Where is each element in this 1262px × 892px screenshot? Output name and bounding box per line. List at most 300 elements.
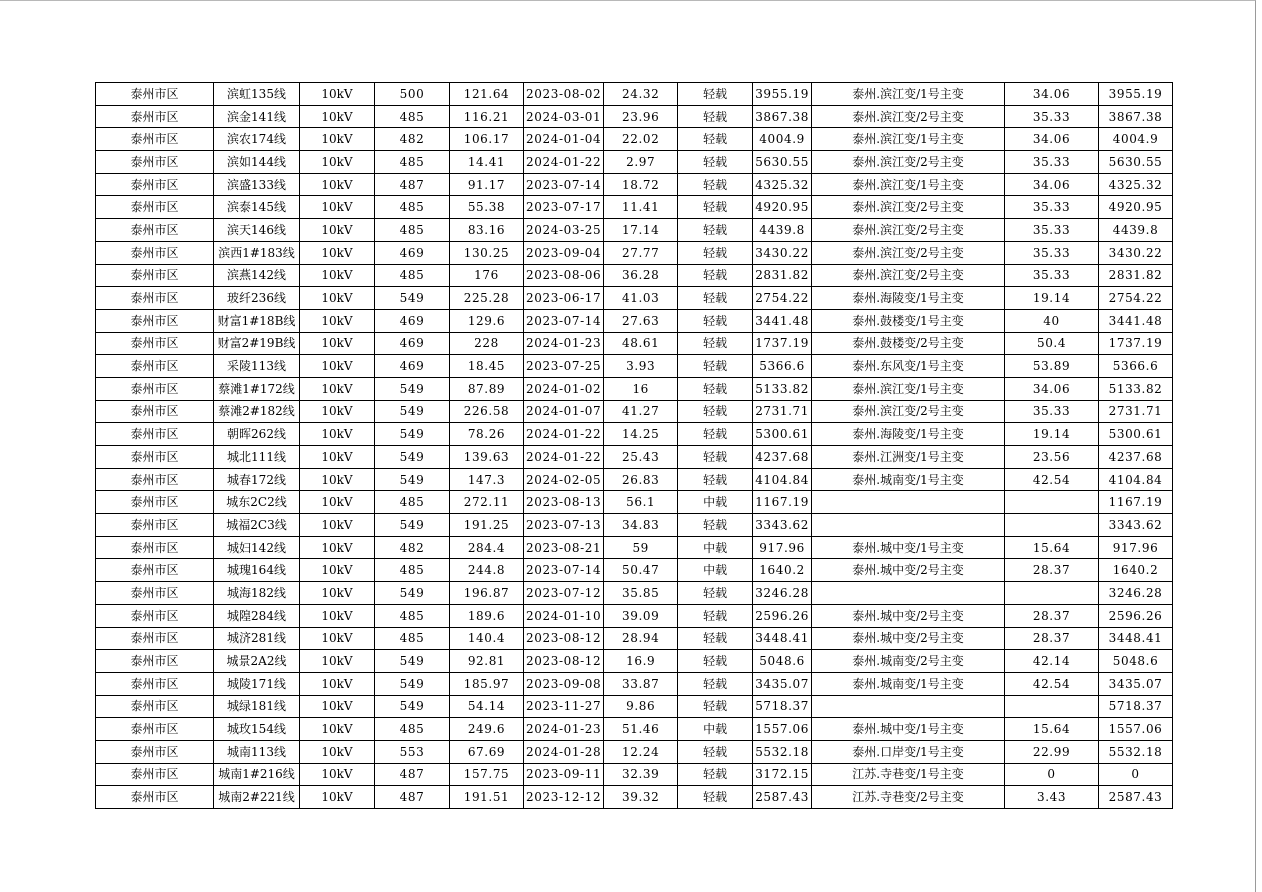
feeder-name-cell: 滨如144线 — [214, 151, 300, 174]
available-capacity-cell: 3343.62 — [753, 514, 812, 537]
transformer-load-rate-cell: 34.06 — [1005, 173, 1099, 196]
date-cell: 2023-08-06 — [524, 264, 604, 287]
load-rate-cell: 51.46 — [604, 718, 678, 741]
transformer-cell: 泰州.滨江变/1号主变 — [812, 377, 1005, 400]
area-cell: 泰州市区 — [96, 309, 214, 332]
open-capacity-cell: 4104.84 — [1099, 468, 1173, 491]
open-capacity-cell: 4004.9 — [1099, 128, 1173, 151]
voltage-cell: 10kV — [300, 536, 375, 559]
area-cell: 泰州市区 — [96, 264, 214, 287]
table-row — [96, 400, 1173, 423]
load-cell: 226.58 — [450, 400, 524, 423]
transformer-load-rate-cell: 53.89 — [1005, 355, 1099, 378]
table-row — [96, 627, 1173, 650]
transformer-cell: 泰州.城中变/1号主变 — [812, 536, 1005, 559]
load-status-cell: 轻载 — [678, 763, 753, 786]
load-rate-cell: 11.41 — [604, 196, 678, 219]
open-capacity-cell: 1737.19 — [1099, 332, 1173, 355]
date-cell: 2024-03-25 — [524, 219, 604, 242]
feeder-name-cell: 城绿181线 — [214, 695, 300, 718]
load-rate-cell: 9.86 — [604, 695, 678, 718]
available-capacity-cell: 5366.6 — [753, 355, 812, 378]
transformer-load-rate-cell: 28.37 — [1005, 627, 1099, 650]
load-cell: 130.25 — [450, 241, 524, 264]
transformer-load-rate-cell: 35.33 — [1005, 241, 1099, 264]
available-capacity-cell: 4920.95 — [753, 196, 812, 219]
feeder-name-cell: 城福2C3线 — [214, 514, 300, 537]
load-status-cell: 轻载 — [678, 468, 753, 491]
capacity-cell: 549 — [375, 468, 450, 491]
available-capacity-cell: 5133.82 — [753, 377, 812, 400]
available-capacity-cell: 5532.18 — [753, 740, 812, 763]
load-cell: 147.3 — [450, 468, 524, 491]
area-cell: 泰州市区 — [96, 332, 214, 355]
area-cell: 泰州市区 — [96, 718, 214, 741]
available-capacity-cell: 2754.22 — [753, 287, 812, 310]
voltage-cell: 10kV — [300, 559, 375, 582]
capacity-cell: 485 — [375, 559, 450, 582]
table-row — [96, 718, 1173, 741]
available-capacity-cell: 4104.84 — [753, 468, 812, 491]
transformer-cell: 泰州.城南变/1号主变 — [812, 468, 1005, 491]
available-capacity-cell: 3955.19 — [753, 83, 812, 106]
voltage-cell: 10kV — [300, 309, 375, 332]
open-capacity-cell: 3448.41 — [1099, 627, 1173, 650]
transformer-load-rate-cell: 22.99 — [1005, 740, 1099, 763]
transformer-cell: 江苏.寺巷变/1号主变 — [812, 763, 1005, 786]
area-cell: 泰州市区 — [96, 196, 214, 219]
table-row — [96, 491, 1173, 514]
transformer-load-rate-cell: 15.64 — [1005, 536, 1099, 559]
capacity-cell: 469 — [375, 241, 450, 264]
date-cell: 2023-11-27 — [524, 695, 604, 718]
transformer-load-rate-cell: 23.56 — [1005, 446, 1099, 469]
open-capacity-cell: 3955.19 — [1099, 83, 1173, 106]
date-cell: 2023-09-08 — [524, 672, 604, 695]
date-cell: 2023-07-17 — [524, 196, 604, 219]
transformer-load-rate-cell: 19.14 — [1005, 423, 1099, 446]
transformer-load-rate-cell: 35.33 — [1005, 151, 1099, 174]
transformer-cell: 泰州.滨江变/2号主变 — [812, 151, 1005, 174]
open-capacity-cell: 4237.68 — [1099, 446, 1173, 469]
feeder-name-cell: 城陵171线 — [214, 672, 300, 695]
date-cell: 2023-07-12 — [524, 582, 604, 605]
feeder-name-cell: 城南2#221线 — [214, 786, 300, 809]
table-row — [96, 83, 1173, 106]
feeder-name-cell: 朝晖262线 — [214, 423, 300, 446]
transformer-cell: 泰州.东风变/1号主变 — [812, 355, 1005, 378]
table-row — [96, 672, 1173, 695]
open-capacity-cell: 0 — [1099, 763, 1173, 786]
area-cell: 泰州市区 — [96, 173, 214, 196]
area-cell: 泰州市区 — [96, 105, 214, 128]
load-cell: 140.4 — [450, 627, 524, 650]
voltage-cell: 10kV — [300, 468, 375, 491]
available-capacity-cell: 5300.61 — [753, 423, 812, 446]
transformer-cell: 泰州.滨江变/1号主变 — [812, 83, 1005, 106]
capacity-cell: 485 — [375, 151, 450, 174]
feeder-name-cell: 城妇142线 — [214, 536, 300, 559]
load-rate-cell: 16.9 — [604, 650, 678, 673]
load-status-cell: 中载 — [678, 491, 753, 514]
capacity-cell: 549 — [375, 423, 450, 446]
load-cell: 83.16 — [450, 219, 524, 242]
load-status-cell: 轻载 — [678, 514, 753, 537]
open-capacity-cell: 2587.43 — [1099, 786, 1173, 809]
feeder-name-cell: 财富2#19B线 — [214, 332, 300, 355]
date-cell: 2024-01-02 — [524, 377, 604, 400]
date-cell: 2023-07-25 — [524, 355, 604, 378]
load-rate-cell: 22.02 — [604, 128, 678, 151]
area-cell: 泰州市区 — [96, 650, 214, 673]
load-cell: 14.41 — [450, 151, 524, 174]
load-status-cell: 轻载 — [678, 582, 753, 605]
transformer-cell: 泰州.滨江变/2号主变 — [812, 241, 1005, 264]
voltage-cell: 10kV — [300, 173, 375, 196]
table-row — [96, 128, 1173, 151]
capacity-cell: 549 — [375, 695, 450, 718]
date-cell: 2023-08-13 — [524, 491, 604, 514]
table-row — [96, 446, 1173, 469]
open-capacity-cell: 4920.95 — [1099, 196, 1173, 219]
voltage-cell: 10kV — [300, 105, 375, 128]
feeder-name-cell: 城玫154线 — [214, 718, 300, 741]
area-cell: 泰州市区 — [96, 423, 214, 446]
transformer-load-rate-cell: 28.37 — [1005, 559, 1099, 582]
load-status-cell: 轻载 — [678, 650, 753, 673]
load-status-cell: 中载 — [678, 536, 753, 559]
open-capacity-cell: 5133.82 — [1099, 377, 1173, 400]
capacity-cell: 487 — [375, 173, 450, 196]
load-rate-cell: 2.97 — [604, 151, 678, 174]
open-capacity-cell: 3343.62 — [1099, 514, 1173, 537]
available-capacity-cell: 3867.38 — [753, 105, 812, 128]
load-cell: 272.11 — [450, 491, 524, 514]
table-row — [96, 264, 1173, 287]
load-cell: 225.28 — [450, 287, 524, 310]
capacity-cell: 553 — [375, 740, 450, 763]
load-status-cell: 轻载 — [678, 786, 753, 809]
voltage-cell: 10kV — [300, 423, 375, 446]
transformer-load-rate-cell: 42.54 — [1005, 672, 1099, 695]
transformer-load-rate-cell: 35.33 — [1005, 219, 1099, 242]
capacity-cell: 487 — [375, 786, 450, 809]
feeder-name-cell: 城南1#216线 — [214, 763, 300, 786]
open-capacity-cell: 5630.55 — [1099, 151, 1173, 174]
capacity-cell: 487 — [375, 763, 450, 786]
transformer-cell: 泰州.滨江变/2号主变 — [812, 196, 1005, 219]
load-rate-cell: 26.83 — [604, 468, 678, 491]
table-row — [96, 105, 1173, 128]
voltage-cell: 10kV — [300, 446, 375, 469]
capacity-cell: 549 — [375, 650, 450, 673]
load-status-cell: 轻载 — [678, 604, 753, 627]
area-cell: 泰州市区 — [96, 355, 214, 378]
load-status-cell: 轻载 — [678, 128, 753, 151]
table-row — [96, 196, 1173, 219]
load-cell: 189.6 — [450, 604, 524, 627]
load-status-cell: 轻载 — [678, 241, 753, 264]
voltage-cell: 10kV — [300, 264, 375, 287]
feeder-name-cell: 滨金141线 — [214, 105, 300, 128]
voltage-cell: 10kV — [300, 627, 375, 650]
table-row — [96, 514, 1173, 537]
open-capacity-cell: 5048.6 — [1099, 650, 1173, 673]
feeder-name-cell: 蔡滩1#172线 — [214, 377, 300, 400]
voltage-cell: 10kV — [300, 83, 375, 106]
voltage-cell: 10kV — [300, 377, 375, 400]
open-capacity-cell: 3246.28 — [1099, 582, 1173, 605]
transformer-cell: 泰州.鼓楼变/1号主变 — [812, 309, 1005, 332]
available-capacity-cell: 2587.43 — [753, 786, 812, 809]
transformer-load-rate-cell: 35.33 — [1005, 400, 1099, 423]
feeder-name-cell: 蔡滩2#182线 — [214, 400, 300, 423]
load-rate-cell: 56.1 — [604, 491, 678, 514]
load-status-cell: 轻载 — [678, 196, 753, 219]
capacity-cell: 549 — [375, 582, 450, 605]
capacity-cell: 485 — [375, 627, 450, 650]
transformer-cell: 泰州.江洲变/1号主变 — [812, 446, 1005, 469]
available-capacity-cell: 1737.19 — [753, 332, 812, 355]
capacity-cell: 485 — [375, 196, 450, 219]
table-row — [96, 695, 1173, 718]
area-cell: 泰州市区 — [96, 740, 214, 763]
load-rate-cell: 25.43 — [604, 446, 678, 469]
available-capacity-cell: 4237.68 — [753, 446, 812, 469]
load-cell: 106.17 — [450, 128, 524, 151]
load-status-cell: 轻载 — [678, 672, 753, 695]
transformer-load-rate-cell: 3.43 — [1005, 786, 1099, 809]
load-cell: 157.75 — [450, 763, 524, 786]
date-cell: 2024-01-22 — [524, 423, 604, 446]
load-status-cell: 轻载 — [678, 446, 753, 469]
transformer-cell — [812, 582, 1005, 605]
load-status-cell: 轻载 — [678, 219, 753, 242]
date-cell: 2023-08-21 — [524, 536, 604, 559]
area-cell: 泰州市区 — [96, 128, 214, 151]
capacity-cell: 549 — [375, 287, 450, 310]
load-rate-cell: 50.47 — [604, 559, 678, 582]
transformer-load-rate-cell: 40 — [1005, 309, 1099, 332]
transformer-cell: 泰州.滨江变/2号主变 — [812, 219, 1005, 242]
load-cell: 176 — [450, 264, 524, 287]
load-rate-cell: 14.25 — [604, 423, 678, 446]
table-row — [96, 241, 1173, 264]
transformer-cell: 泰州.城中变/1号主变 — [812, 718, 1005, 741]
area-cell: 泰州市区 — [96, 627, 214, 650]
table-row — [96, 423, 1173, 446]
area-cell: 泰州市区 — [96, 468, 214, 491]
transformer-load-rate-cell: 15.64 — [1005, 718, 1099, 741]
table-row — [96, 173, 1173, 196]
open-capacity-cell: 2596.26 — [1099, 604, 1173, 627]
date-cell: 2023-07-13 — [524, 514, 604, 537]
transformer-load-rate-cell: 42.14 — [1005, 650, 1099, 673]
table-body — [96, 83, 1173, 809]
date-cell: 2023-07-14 — [524, 173, 604, 196]
available-capacity-cell: 1640.2 — [753, 559, 812, 582]
area-cell: 泰州市区 — [96, 786, 214, 809]
load-status-cell: 轻载 — [678, 83, 753, 106]
load-rate-cell: 48.61 — [604, 332, 678, 355]
area-cell: 泰州市区 — [96, 536, 214, 559]
open-capacity-cell: 917.96 — [1099, 536, 1173, 559]
open-capacity-cell: 1167.19 — [1099, 491, 1173, 514]
capacity-cell: 549 — [375, 672, 450, 695]
load-cell: 249.6 — [450, 718, 524, 741]
area-cell: 泰州市区 — [96, 446, 214, 469]
open-capacity-cell: 3430.22 — [1099, 241, 1173, 264]
voltage-cell: 10kV — [300, 355, 375, 378]
date-cell: 2024-01-22 — [524, 151, 604, 174]
transformer-load-rate-cell: 34.06 — [1005, 128, 1099, 151]
feeder-name-cell: 滨天146线 — [214, 219, 300, 242]
available-capacity-cell: 5718.37 — [753, 695, 812, 718]
load-cell: 92.81 — [450, 650, 524, 673]
open-capacity-cell: 4439.8 — [1099, 219, 1173, 242]
transformer-load-rate-cell: 35.33 — [1005, 105, 1099, 128]
load-rate-cell: 16 — [604, 377, 678, 400]
area-cell: 泰州市区 — [96, 377, 214, 400]
transformer-cell: 泰州.滨江变/2号主变 — [812, 264, 1005, 287]
area-cell: 泰州市区 — [96, 604, 214, 627]
area-cell: 泰州市区 — [96, 287, 214, 310]
voltage-cell: 10kV — [300, 763, 375, 786]
available-capacity-cell: 4004.9 — [753, 128, 812, 151]
capacity-cell: 469 — [375, 332, 450, 355]
load-rate-cell: 12.24 — [604, 740, 678, 763]
load-cell: 91.17 — [450, 173, 524, 196]
date-cell: 2023-12-12 — [524, 786, 604, 809]
area-cell: 泰州市区 — [96, 241, 214, 264]
transformer-cell: 泰州.滨江变/1号主变 — [812, 128, 1005, 151]
date-cell: 2024-01-07 — [524, 400, 604, 423]
table-row — [96, 309, 1173, 332]
transformer-load-rate-cell: 42.54 — [1005, 468, 1099, 491]
capacity-cell: 549 — [375, 377, 450, 400]
voltage-cell: 10kV — [300, 514, 375, 537]
transformer-cell: 泰州.海陵变/1号主变 — [812, 287, 1005, 310]
load-rate-cell: 27.77 — [604, 241, 678, 264]
transformer-load-rate-cell: 50.4 — [1005, 332, 1099, 355]
load-rate-cell: 35.85 — [604, 582, 678, 605]
load-cell: 191.51 — [450, 786, 524, 809]
date-cell: 2024-03-01 — [524, 105, 604, 128]
open-capacity-cell: 5718.37 — [1099, 695, 1173, 718]
table-row — [96, 219, 1173, 242]
date-cell: 2023-06-17 — [524, 287, 604, 310]
load-status-cell: 轻载 — [678, 423, 753, 446]
voltage-cell: 10kV — [300, 786, 375, 809]
transformer-cell: 泰州.城南变/2号主变 — [812, 650, 1005, 673]
available-capacity-cell: 2831.82 — [753, 264, 812, 287]
area-cell: 泰州市区 — [96, 672, 214, 695]
voltage-cell: 10kV — [300, 695, 375, 718]
date-cell: 2023-08-12 — [524, 627, 604, 650]
date-cell: 2024-01-23 — [524, 718, 604, 741]
load-cell: 121.64 — [450, 83, 524, 106]
available-capacity-cell: 3246.28 — [753, 582, 812, 605]
voltage-cell: 10kV — [300, 151, 375, 174]
open-capacity-cell: 3435.07 — [1099, 672, 1173, 695]
transformer-cell: 泰州.海陵变/1号主变 — [812, 423, 1005, 446]
table-row — [96, 559, 1173, 582]
load-status-cell: 中载 — [678, 718, 753, 741]
load-status-cell: 轻载 — [678, 151, 753, 174]
available-capacity-cell: 3435.07 — [753, 672, 812, 695]
area-cell: 泰州市区 — [96, 763, 214, 786]
available-capacity-cell: 3430.22 — [753, 241, 812, 264]
load-rate-cell: 28.94 — [604, 627, 678, 650]
load-rate-cell: 36.28 — [604, 264, 678, 287]
load-rate-cell: 34.83 — [604, 514, 678, 537]
capacity-cell: 469 — [375, 309, 450, 332]
transformer-cell: 泰州.滨江变/2号主变 — [812, 105, 1005, 128]
available-capacity-cell: 1167.19 — [753, 491, 812, 514]
capacity-cell: 469 — [375, 355, 450, 378]
load-rate-cell: 33.87 — [604, 672, 678, 695]
open-capacity-cell: 3867.38 — [1099, 105, 1173, 128]
table-row — [96, 582, 1173, 605]
table-row — [96, 650, 1173, 673]
feeder-name-cell: 城春172线 — [214, 468, 300, 491]
capacity-cell: 500 — [375, 83, 450, 106]
capacity-cell: 485 — [375, 219, 450, 242]
load-rate-cell: 3.93 — [604, 355, 678, 378]
voltage-cell: 10kV — [300, 128, 375, 151]
date-cell: 2024-01-04 — [524, 128, 604, 151]
load-rate-cell: 27.63 — [604, 309, 678, 332]
table-row — [96, 740, 1173, 763]
capacity-cell: 485 — [375, 718, 450, 741]
available-capacity-cell: 917.96 — [753, 536, 812, 559]
open-capacity-cell: 3441.48 — [1099, 309, 1173, 332]
load-status-cell: 轻载 — [678, 695, 753, 718]
transformer-cell: 泰州.口岸变/1号主变 — [812, 740, 1005, 763]
feeder-name-cell: 滨盛133线 — [214, 173, 300, 196]
transformer-cell: 江苏.寺巷变/2号主变 — [812, 786, 1005, 809]
table-row — [96, 287, 1173, 310]
voltage-cell: 10kV — [300, 604, 375, 627]
open-capacity-cell: 2754.22 — [1099, 287, 1173, 310]
load-rate-cell: 23.96 — [604, 105, 678, 128]
load-rate-cell: 18.72 — [604, 173, 678, 196]
transformer-load-rate-cell: 35.33 — [1005, 196, 1099, 219]
available-capacity-cell: 5630.55 — [753, 151, 812, 174]
voltage-cell: 10kV — [300, 491, 375, 514]
voltage-cell: 10kV — [300, 332, 375, 355]
feeder-name-cell: 滨燕142线 — [214, 264, 300, 287]
open-capacity-cell: 5366.6 — [1099, 355, 1173, 378]
load-cell: 129.6 — [450, 309, 524, 332]
capacity-cell: 482 — [375, 128, 450, 151]
open-capacity-cell: 5300.61 — [1099, 423, 1173, 446]
date-cell: 2024-01-10 — [524, 604, 604, 627]
open-capacity-cell: 2831.82 — [1099, 264, 1173, 287]
feeder-name-cell: 滨虹135线 — [214, 83, 300, 106]
transformer-cell: 泰州.城中变/2号主变 — [812, 604, 1005, 627]
transformer-cell: 泰州.城中变/2号主变 — [812, 559, 1005, 582]
feeder-name-cell: 城南113线 — [214, 740, 300, 763]
load-cell: 139.63 — [450, 446, 524, 469]
available-capacity-cell: 4325.32 — [753, 173, 812, 196]
load-rate-cell: 41.03 — [604, 287, 678, 310]
load-rate-cell: 32.39 — [604, 763, 678, 786]
feeder-name-cell: 滨西1#183线 — [214, 241, 300, 264]
capacity-cell: 485 — [375, 491, 450, 514]
transformer-cell — [812, 695, 1005, 718]
voltage-cell: 10kV — [300, 241, 375, 264]
